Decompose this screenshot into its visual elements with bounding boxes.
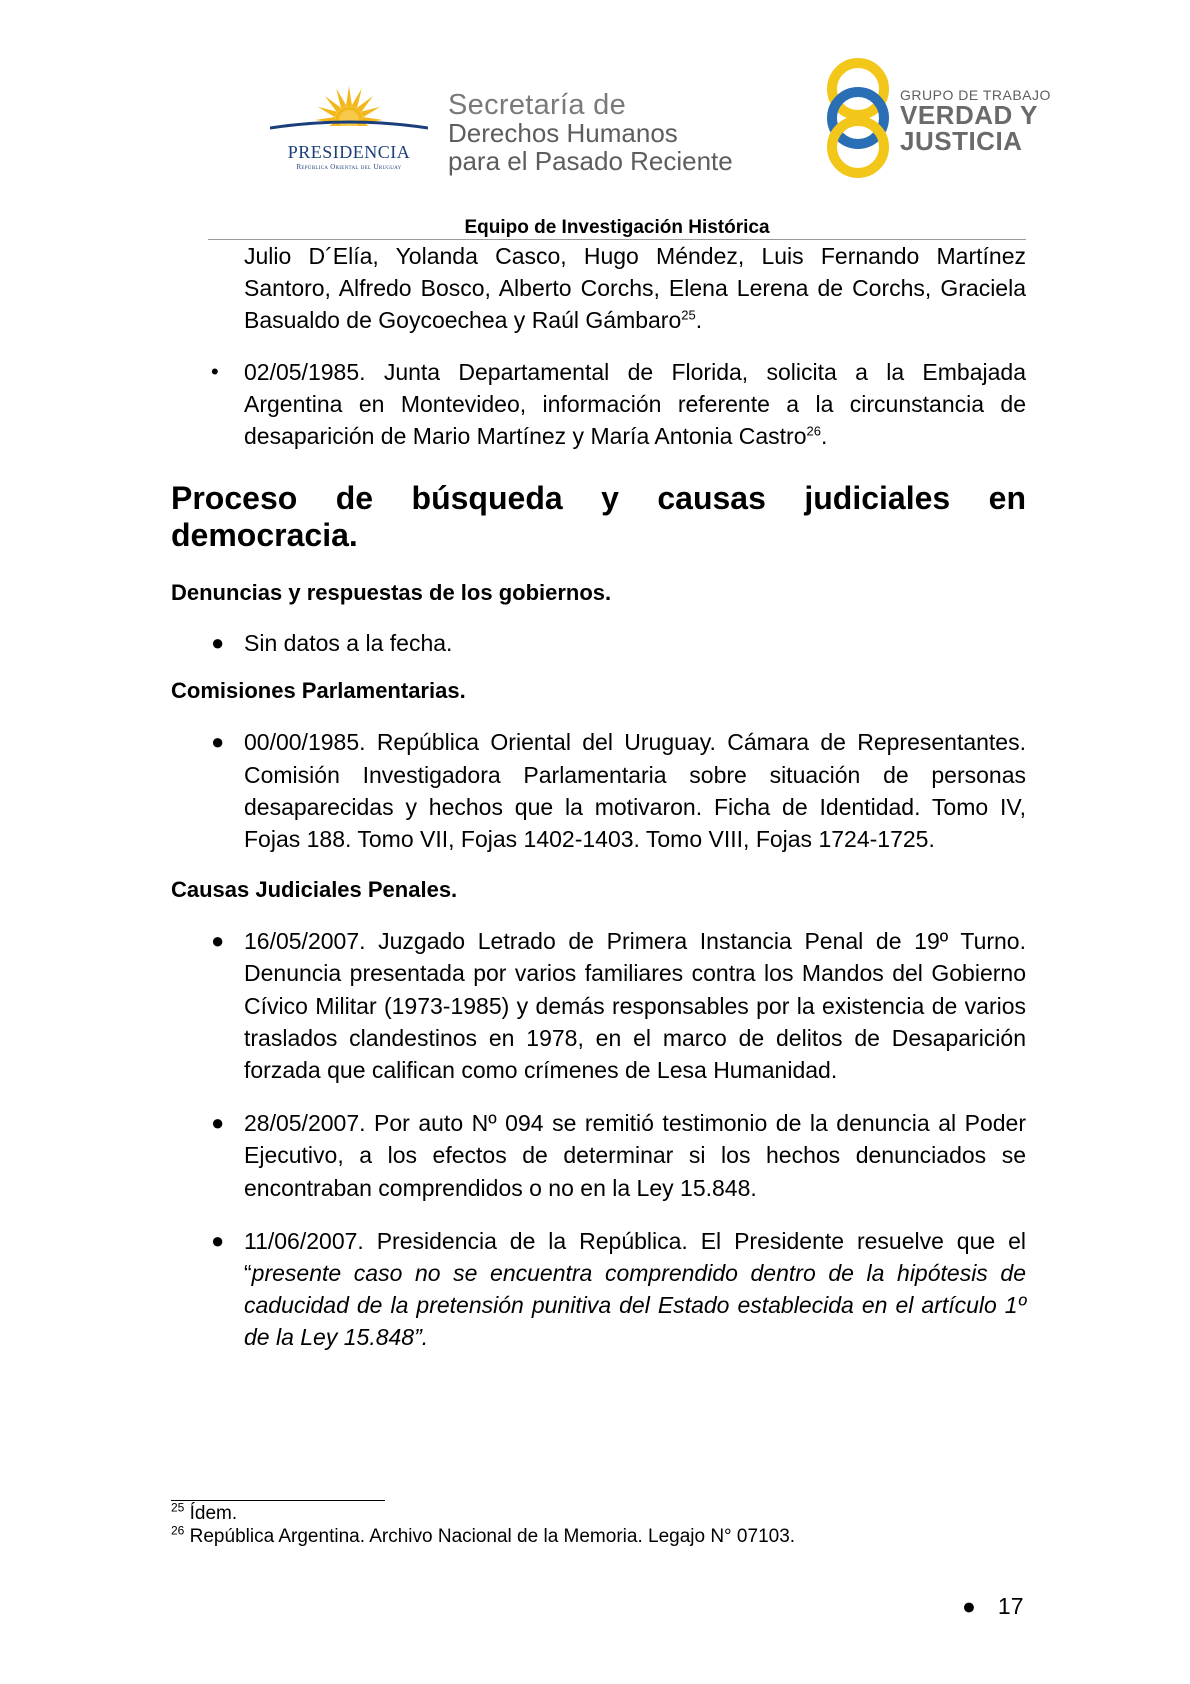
secretaria-line-1: Secretaría de [448, 89, 626, 121]
list-item-continuation: Julio D´Elía, Yolanda Casco, Hugo Méndez, Luis Fernando Martínez Santoro, Alfredo Bosco, Alberto Corchs, Elena Lerena de Corchs, Graciela Basualdo de Goycoechea y Raúl Gámbaro$^{25}$. [244, 243, 1026, 334]
bullet-icon: • [211, 358, 219, 384]
title-word: y [601, 480, 619, 517]
secretaria-logo-text [448, 90, 733, 175]
footnote-25 [171, 1502, 795, 1525]
bullet-icon: ● [211, 1110, 225, 1136]
causas-item-3-quote: presente caso no se encuentra comprendido dentro de la hipótesis de caducidad de la pretensión punitiva del Estado establecida en el artículo 1º de la Ley 15.848”. [244, 1260, 1026, 1351]
title-word: de [335, 480, 374, 517]
gvj-line-2: VERDAD Y [900, 100, 1038, 130]
continuation-text: Julio D´Elía, Yolanda Casco, Hugo Méndez, Luis Fernando Martínez Santoro, Alfredo Bosco, Alberto Corchs, Elena Lerena de Corchs, Graciela Basualdo de Goycoechea y Raúl Gámbaro [244, 243, 1026, 334]
presidencia-subtitle: República Oriental del Uruguay [296, 163, 402, 171]
list-item-1985: • 02/05/1985. Junta Departamental de Florida, solicita a la Embajada Argentina en Montevideo, información referente a la circunstancia de desaparición de Mario Martínez y María Antonia Castro$^{26}$. [171, 356, 1026, 453]
causas-item-3 [171, 1225, 1026, 1354]
bullet-icon: ● [211, 928, 225, 954]
section-title [171, 480, 1026, 554]
secretaria-line-2: Derechos Humanos [448, 118, 678, 149]
footnote-26 [171, 1525, 795, 1548]
footnote-separator [171, 1500, 385, 1501]
causas-heading: Causas Judiciales Penales. [171, 877, 458, 903]
footnote-number: 26 [171, 1523, 185, 1538]
denuncias-item-text: Sin datos a la fecha. [244, 630, 453, 657]
comisiones-item [171, 726, 1026, 855]
page-header [0, 0, 1190, 240]
denuncias-heading: Denuncias y respuestas de los gobiernos. [171, 580, 612, 606]
title-line-2: democracia. [171, 517, 358, 554]
gvj-line-3: JUSTICIA [900, 126, 1023, 156]
bullet-icon: ● [211, 630, 225, 656]
verdad-justicia-text [900, 88, 1051, 154]
footnote-text: Ídem. [189, 1503, 238, 1524]
title-word: causas [657, 480, 766, 517]
title-word: búsqueda [411, 480, 563, 517]
bullet-icon: ● [211, 729, 225, 755]
causas-item-2-text: 28/05/2007. Por auto Nº 094 se remitió testimonio de la denuncia al Poder Ejecutivo, a los efectos de determinar si los hechos denunciados se encontraban comprendidos o no en la Ley 15.848. [244, 1110, 1026, 1201]
footnote-ref-25: 25 [681, 307, 696, 323]
presidencia-label: PRESIDENCIA [287, 142, 411, 162]
comisiones-item-text: 00/00/1985. República Oriental del Uruguay. Cámara de Representantes. Comisión Investigadora Parlamentaria sobre situación de personas desaparecidas y hechos que la motivaron. Ficha de Identidad. Tomo IV, Fojas 188. Tomo VII, Fojas 1402-1403. Tomo VIII, Fojas 1724-1725. [244, 729, 1026, 853]
causas-item-1 [171, 925, 1026, 1086]
gvj-line-1: GRUPO DE TRABAJO [900, 87, 1051, 103]
footnote-text: República Argentina. Archivo Nacional de la Memoria. Legajo N° 07103. [189, 1526, 796, 1547]
bullet-icon: ● [962, 1593, 976, 1619]
bullet-icon: ● [211, 1227, 225, 1253]
footnotes [171, 1502, 795, 1548]
causas-item-2 [171, 1107, 1026, 1204]
causas-item-1-text: 16/05/2007. Juzgado Letrado de Primera Instancia Penal de 19º Turno. Denuncia presentada por varios familiares contra los Mandos del Gobierno Cívico Militar (1973-1985) y demás responsables por la existencia de varios traslados clandestinos en 1978, en el marco de delitos de Desaparición forzada que califican como crímenes de Lesa Humanidad. [244, 928, 1026, 1084]
page-number-value: 17 [997, 1593, 1024, 1619]
title-word: judiciales [804, 480, 951, 517]
title-word: en [988, 480, 1026, 517]
page-number [962, 1593, 1024, 1620]
comisiones-heading: Comisiones Parlamentarias. [171, 678, 466, 704]
title-word: Proceso [171, 480, 298, 517]
item-1985-text: 02/05/1985. Junta Departamental de Florida, solicita a la Embajada Argentina en Montevideo, información referente a la circunstancia de desaparición de Mario Martínez y María Antonia Castro [244, 358, 1026, 450]
header-team-title: Equipo de Investigación Histórica [464, 217, 770, 238]
footnote-ref-26: 26 [806, 423, 821, 439]
secretaria-line-3: para el Pasado Reciente [448, 145, 733, 176]
denuncias-item [171, 627, 1026, 659]
page-content [171, 240, 1026, 1354]
footnote-number: 25 [171, 1500, 185, 1515]
verdad-justicia-rings-logo [820, 56, 896, 180]
causas-item-3-text: 11/06/2007. Presidencia de la República. El Presidente resuelve que el “ [244, 1227, 1026, 1287]
